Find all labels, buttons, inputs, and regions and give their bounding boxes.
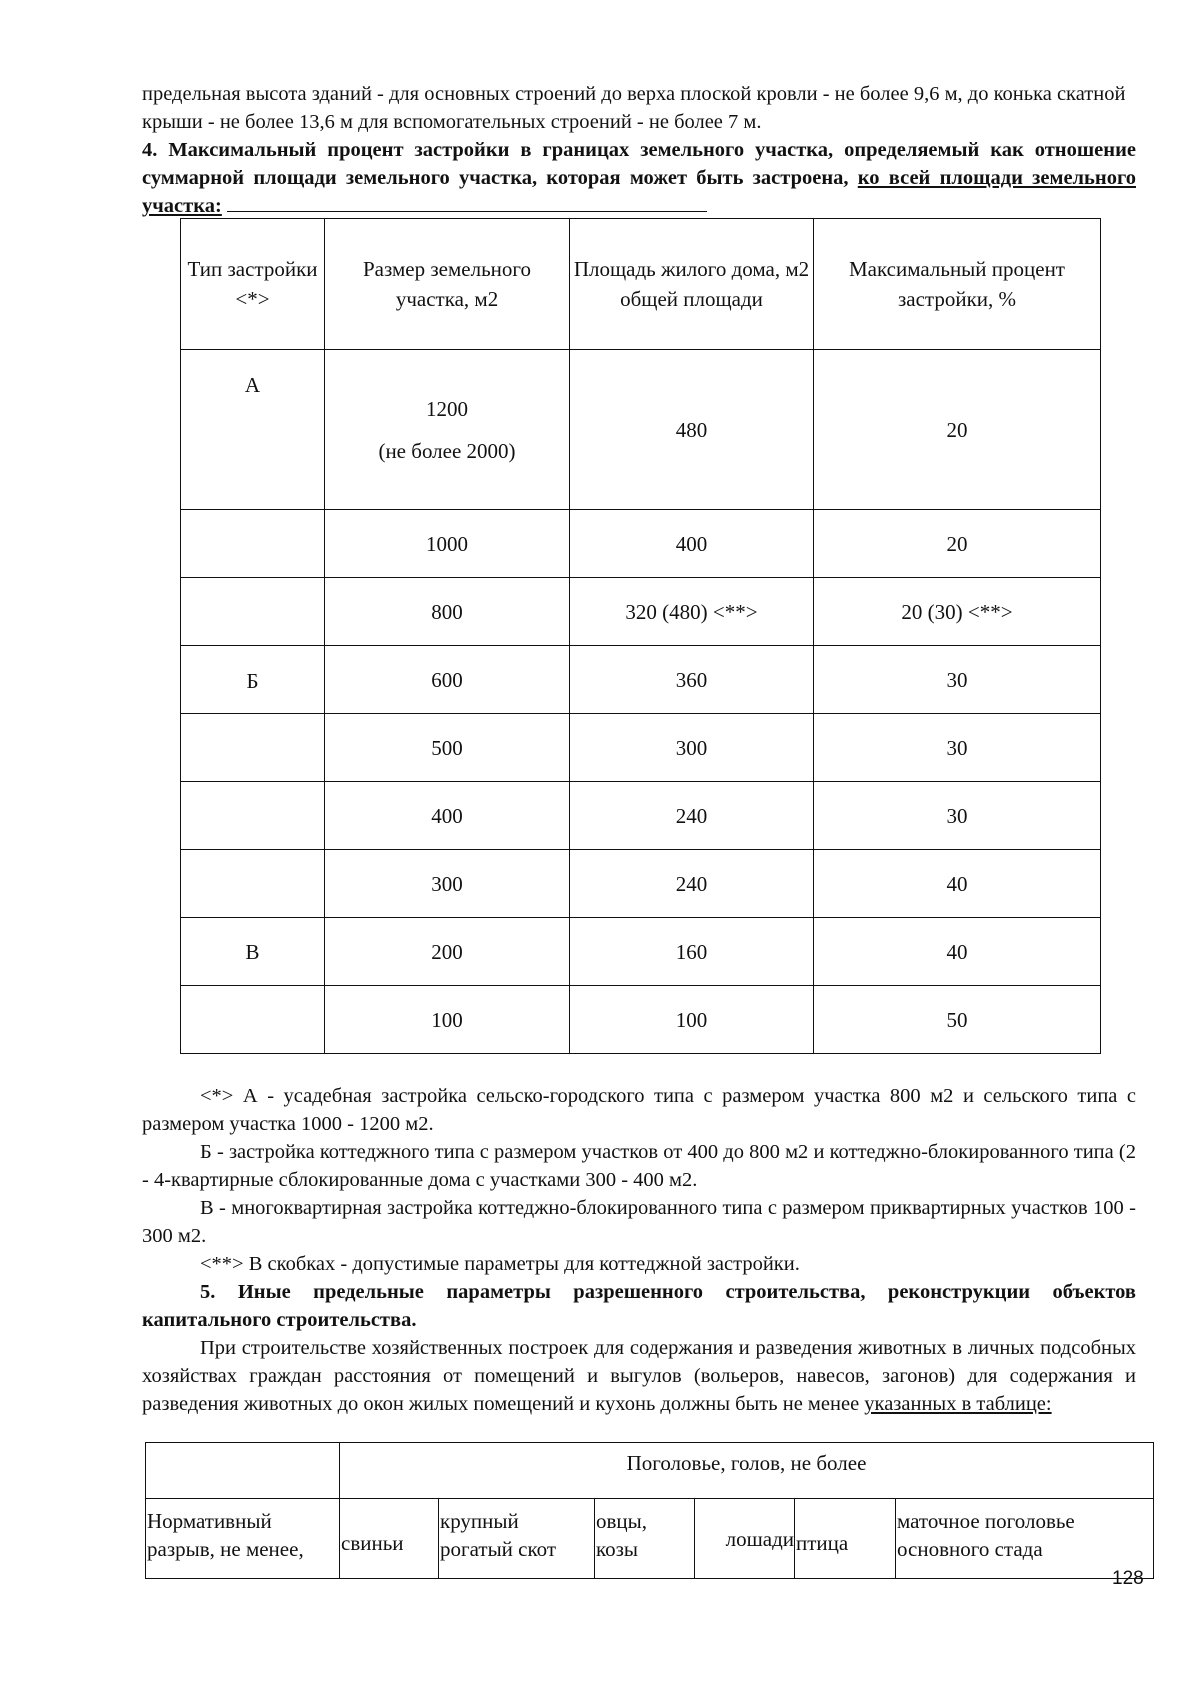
note-double-asterisk: <**> В скобках - допустимые параметры для коттеджной застройки. xyxy=(200,1253,800,1275)
section4-heading-underlined: ко всей площади земельного участка: xyxy=(142,167,1136,217)
table-row xyxy=(181,850,1101,918)
livestock-distance-table xyxy=(145,1442,1154,1579)
cell-area: 480 xyxy=(570,350,814,510)
table-row xyxy=(181,782,1101,850)
section5-paragraph-underlined: указанных в таблице: xyxy=(864,1393,1052,1415)
col-breeding-stock: маточное поголовье основного стада xyxy=(896,1499,1154,1579)
blank-fill-line xyxy=(227,210,707,212)
cell-size xyxy=(325,350,570,510)
cell-area: 100 xyxy=(570,986,814,1054)
table-header-row xyxy=(181,219,1101,350)
table-row xyxy=(181,714,1101,782)
group-header-livestock: Поголовье, голов, не более xyxy=(340,1443,1154,1499)
cell-type xyxy=(181,850,325,918)
cell-size: 100 xyxy=(325,986,570,1054)
cell-area: 320 (480) <**> xyxy=(570,578,814,646)
cell-size-limit: (не более 2000) xyxy=(378,438,516,463)
row-label-normative-gap: Нормативный разрыв, не менее, xyxy=(146,1499,340,1579)
cell-size: 800 xyxy=(325,578,570,646)
cell-size: 300 xyxy=(325,850,570,918)
cell-type xyxy=(181,578,325,646)
cell-type: А xyxy=(181,350,325,510)
table-row xyxy=(181,986,1101,1054)
section4-heading-text: 4. Максимальный процент застройки в границах земельного участка, определяемый как отношение суммарной площади земельного участка, которая может быть застроена, xyxy=(142,139,1136,189)
note-type-a: <*> А - усадебная застройка сельско-городского типа с размером участка 800 м2 и сельского типа с размером участка 1000 - 1200 м2. xyxy=(142,1085,1136,1135)
table-row xyxy=(181,646,1101,714)
cell-percent: 30 xyxy=(814,714,1101,782)
cell-size: 400 xyxy=(325,782,570,850)
cell-percent: 30 xyxy=(814,782,1101,850)
table-row xyxy=(146,1499,1154,1579)
document-page xyxy=(142,80,1136,220)
section5-heading: 5. Иные предельные параметры разрешенного строительства, реконструкции объектов капитального строительства. xyxy=(142,1281,1136,1331)
cell-area: 300 xyxy=(570,714,814,782)
cell-type xyxy=(181,714,325,782)
cell-percent: 40 xyxy=(814,850,1101,918)
cell-percent: 40 xyxy=(814,918,1101,986)
col-horses: лошади xyxy=(695,1499,795,1579)
empty-header-cell xyxy=(146,1443,340,1499)
cell-percent: 20 xyxy=(814,510,1101,578)
cell-percent: 20 (30) <**> xyxy=(814,578,1101,646)
page-number: 128 xyxy=(1112,1568,1144,1589)
note-type-v: В - многоквартирная застройка коттеджно-блокированного типа с размером приквартирных участков 100 - 300 м2. xyxy=(142,1197,1136,1247)
table-row xyxy=(181,918,1101,986)
section5-paragraph xyxy=(142,1334,1136,1418)
col-pigs: свиньи xyxy=(340,1499,439,1579)
col-poultry: птица xyxy=(795,1499,896,1579)
cell-type xyxy=(181,782,325,850)
cell-type xyxy=(181,510,325,578)
cell-size: 200 xyxy=(325,918,570,986)
header-max-percent: Максимальный процент застройки, % xyxy=(814,219,1101,350)
cell-type: В xyxy=(181,918,325,986)
table-row xyxy=(181,350,1101,510)
cell-size: 600 xyxy=(325,646,570,714)
cell-area: 240 xyxy=(570,850,814,918)
cell-size: 1000 xyxy=(325,510,570,578)
header-plot-size: Размер земельного участка, м2 xyxy=(325,219,570,350)
section4-heading xyxy=(142,136,1136,220)
building-percent-table xyxy=(180,218,1101,1054)
notes-section xyxy=(142,1082,1136,1418)
table-row xyxy=(181,510,1101,578)
section5-paragraph-text: При строительстве хозяйственных построек для содержания и разведения животных в личных подсобных хозяйствах граждан расстояния от помещений и выгулов (вольеров, навесов, загонов) для содержания и разведения животных до окон жилых помещений и кухонь должны быть не менее xyxy=(142,1337,1136,1415)
cell-area: 400 xyxy=(570,510,814,578)
cell-size-value: 1200 xyxy=(426,396,468,421)
cell-percent: 20 xyxy=(814,350,1101,510)
cell-area: 160 xyxy=(570,918,814,986)
table-header-row xyxy=(146,1443,1154,1499)
cell-area: 240 xyxy=(570,782,814,850)
table-row xyxy=(181,578,1101,646)
cell-area: 360 xyxy=(570,646,814,714)
header-house-area: Площадь жилого дома, м2 общей площади xyxy=(570,219,814,350)
header-type: Тип застройки <*> xyxy=(181,219,325,350)
cell-percent: 50 xyxy=(814,986,1101,1054)
col-cattle: крупный рогатый скот xyxy=(439,1499,595,1579)
cell-type xyxy=(181,986,325,1054)
cell-size: 500 xyxy=(325,714,570,782)
intro-paragraph: предельная высота зданий - для основных строений до верха плоской кровли - не более 9,6 м, до конька скатной крыши - не более 13,6 м для вспомогательных строений - не более 7 м. xyxy=(142,83,1126,133)
cell-type: Б xyxy=(181,646,325,714)
cell-percent: 30 xyxy=(814,646,1101,714)
note-type-b: Б - застройка коттеджного типа с размером участков от 400 до 800 м2 и коттеджно-блокированного типа (2 - 4-квартирные сблокированные дома с участками 300 - 400 м2. xyxy=(142,1141,1136,1191)
col-sheep-goats: овцы, козы xyxy=(595,1499,695,1579)
